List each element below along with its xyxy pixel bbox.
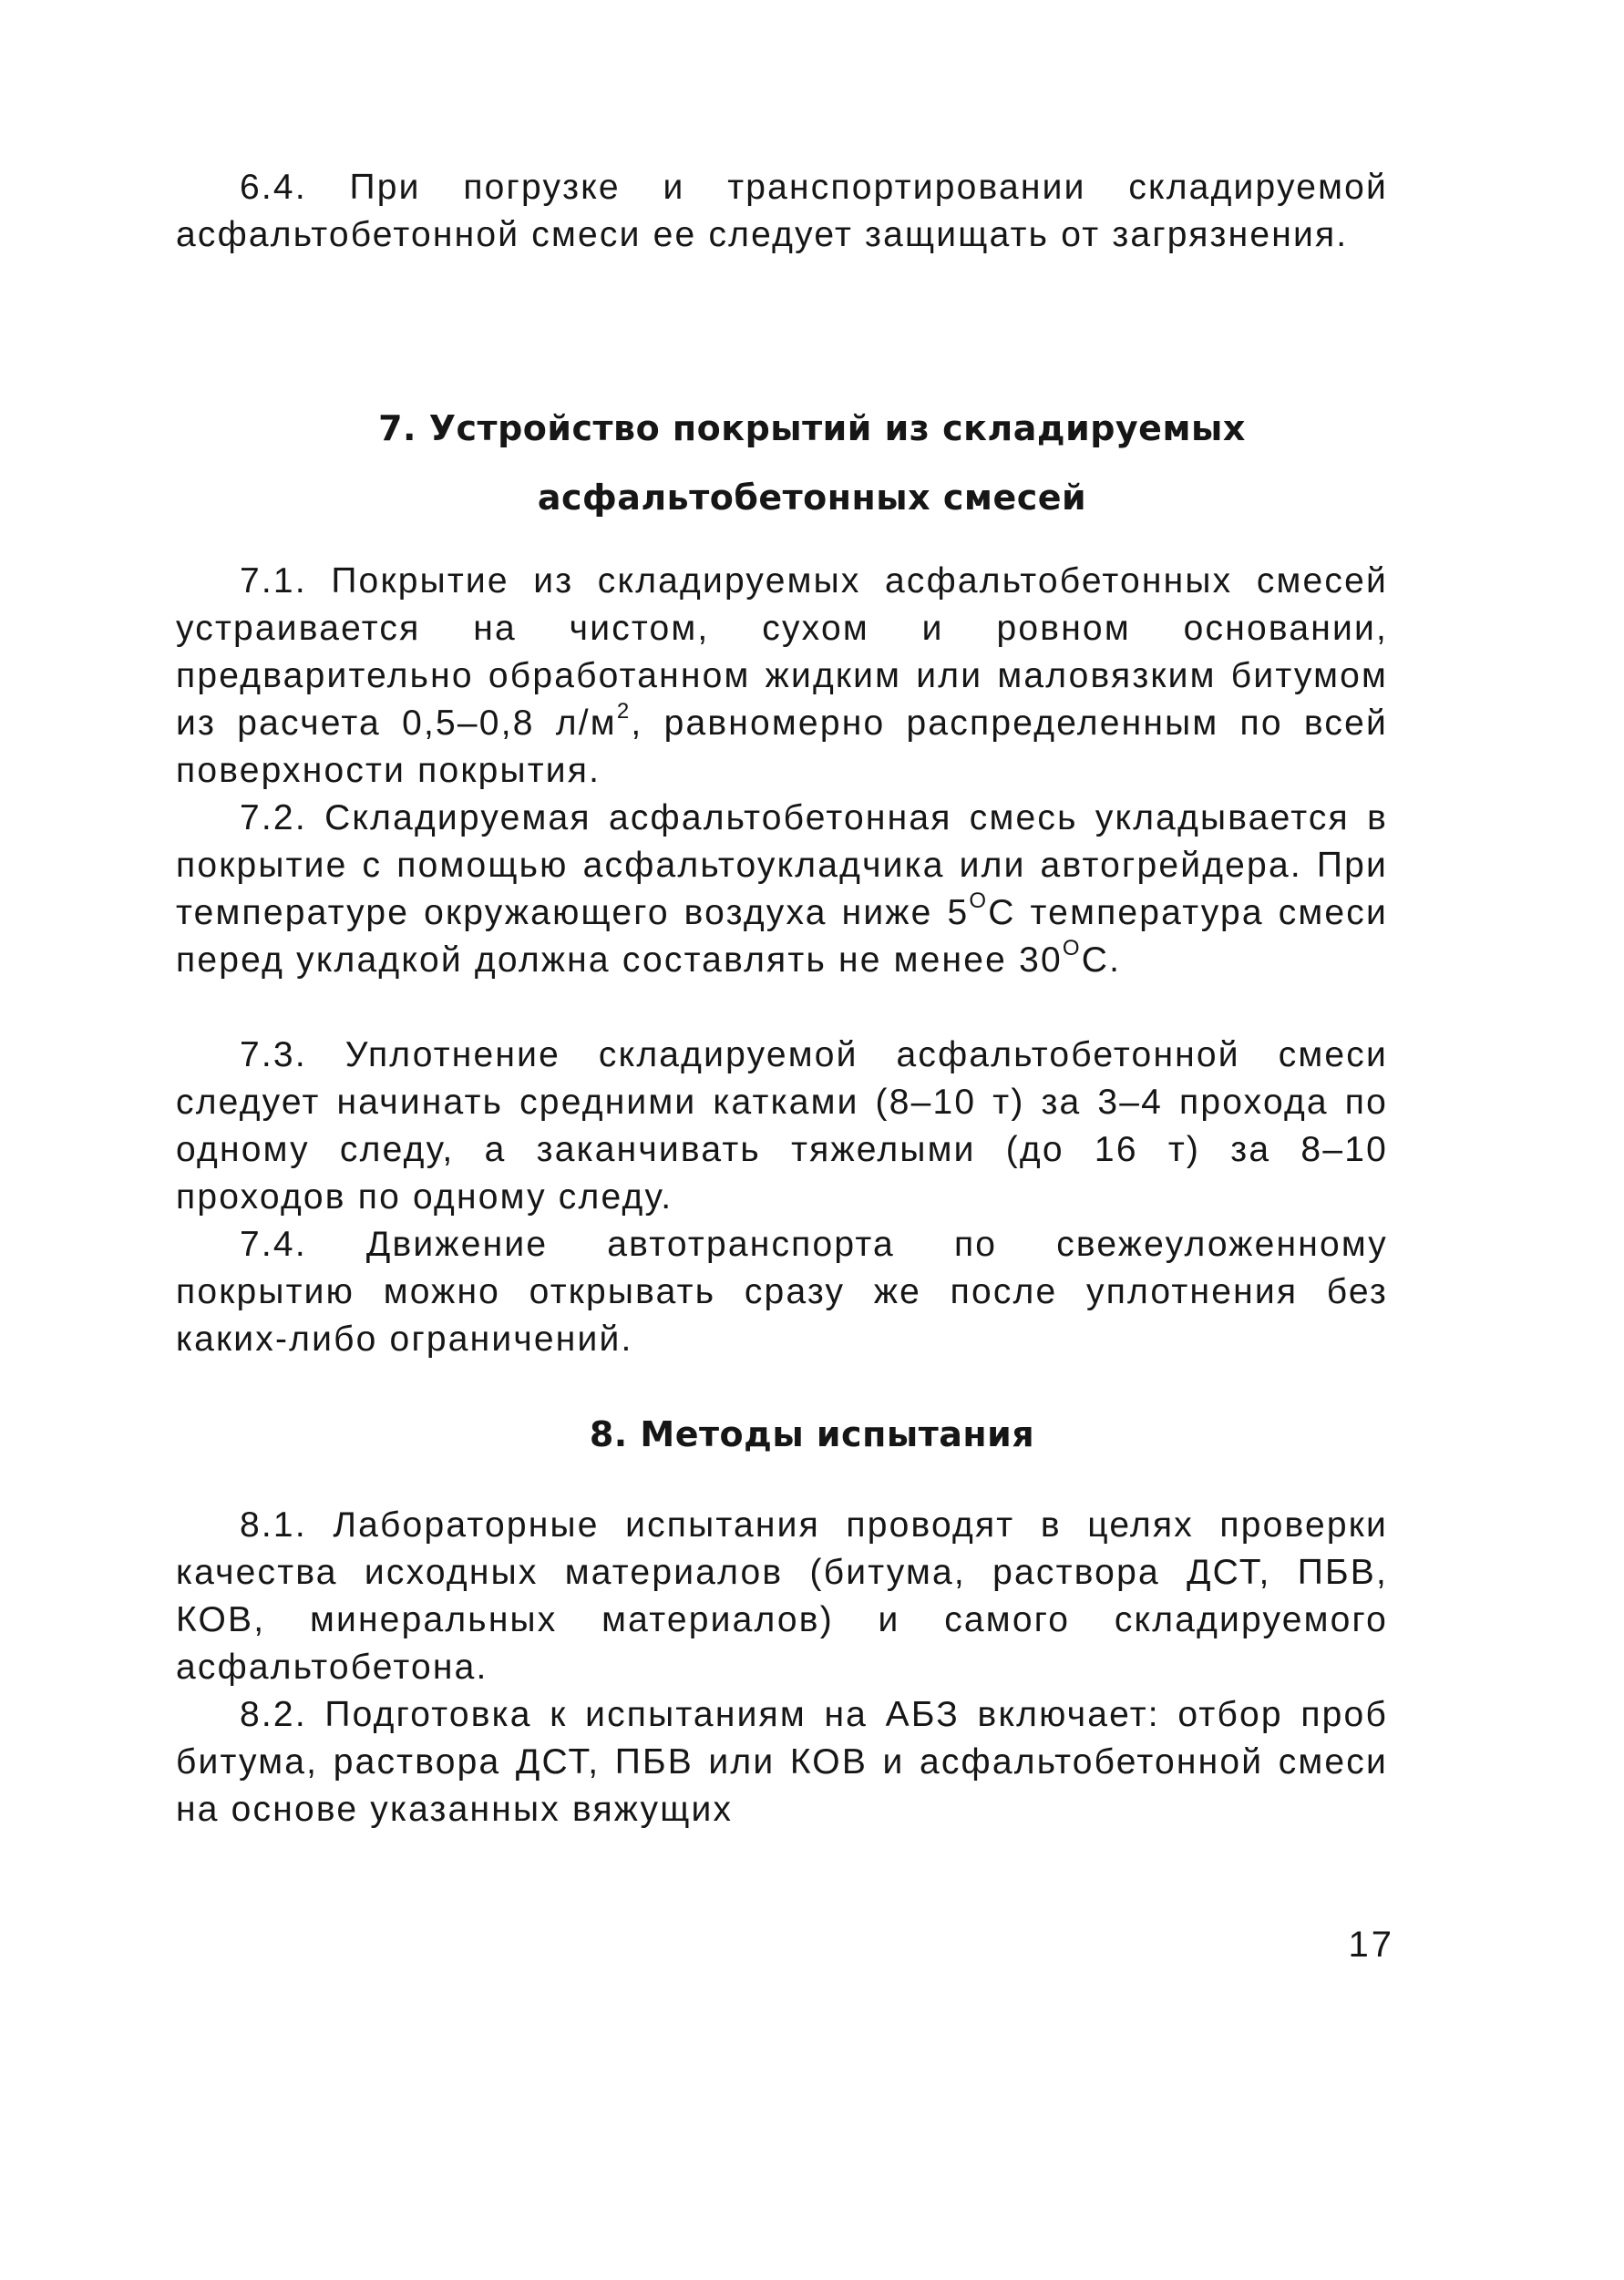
page-number: 17 (1348, 1925, 1394, 1965)
paragraph-7-2-text-a: 7.2. Складируемая асфальтобетонная смесь укладывается в покрытие с помощью асфальтоукладчика или автогрейдера. При температуре окружающего воздуха ниже 5 (176, 798, 1388, 932)
paragraph-7-3-text: 7.3. Уплотнение складируемой асфальтобетонной смеси следует начинать средними катками (8–10 т) за 3–4 прохода по одному следу, а заканчивать тяжелыми (до 16 т) за 8–10 проходов по одному следу. (176, 1035, 1388, 1217)
paragraph-7-2 (176, 795, 1388, 984)
superscript-degree-1: O (969, 888, 989, 913)
paragraph-7-2-text-b: С температура смеси перед укладкой должна составлять не менее 30 (176, 893, 1388, 980)
paragraph-8-1-text: 8.1. Лабораторные испытания проводят в целях проверки качества исходных материалов (битума, раствора ДСТ, ПБВ, КОВ, минеральных материалов) и самого складируемого асфальтобетона. (176, 1505, 1388, 1687)
superscript-squared: 2 (616, 699, 632, 724)
paragraph-7-4-text: 7.4. Движение автотранспорта по свежеуложенному покрытию можно открывать сразу же после уплотнения без каких-либо ограничений. (176, 1225, 1388, 1359)
paragraph-6-4 (176, 164, 1388, 259)
paragraph-7-4 (176, 1221, 1388, 1363)
paragraph-7-1 (176, 558, 1388, 795)
section-7-heading (0, 394, 1624, 532)
superscript-degree-2: O (1062, 936, 1082, 960)
paragraph-8-1 (176, 1502, 1388, 1691)
paragraph-6-4-text: 6.4. При погрузке и транспортировании складируемой асфальтобетонной смеси ее следует защищать от загрязнения. (176, 168, 1388, 254)
paragraph-8-2-text: 8.2. Подготовка к испытаниям на АБЗ включает: отбор проб битума, раствора ДСТ, ПБВ или КОВ и асфальтобетонной смеси на основе указанных вяжущих (176, 1695, 1388, 1829)
paragraph-7-1-text-a: 7.1. Покрытие из складируемых асфальтобетонных смесей устраивается на чистом, сухом и ровном основании, предварительно обработанном жидким или маловязким битумом из расчета 0,5–0,8 л/м (176, 561, 1388, 743)
paragraph-7-3 (176, 1032, 1388, 1221)
section-7-heading-line-2: асфальтобетонных смесей (537, 478, 1087, 518)
section-8-heading-line-1: 8. Методы испытания (589, 1414, 1035, 1454)
paragraph-7-2-text-c: С. (1081, 940, 1122, 980)
section-8-heading (0, 1400, 1624, 1469)
paragraph-7-1-text-b: , равномерно распределенным по всей поверхности покрытия. (176, 704, 1388, 790)
section-7-heading-line-1: 7. Устройство покрытий из складируемых (378, 408, 1246, 448)
paragraph-8-2 (176, 1691, 1388, 1833)
